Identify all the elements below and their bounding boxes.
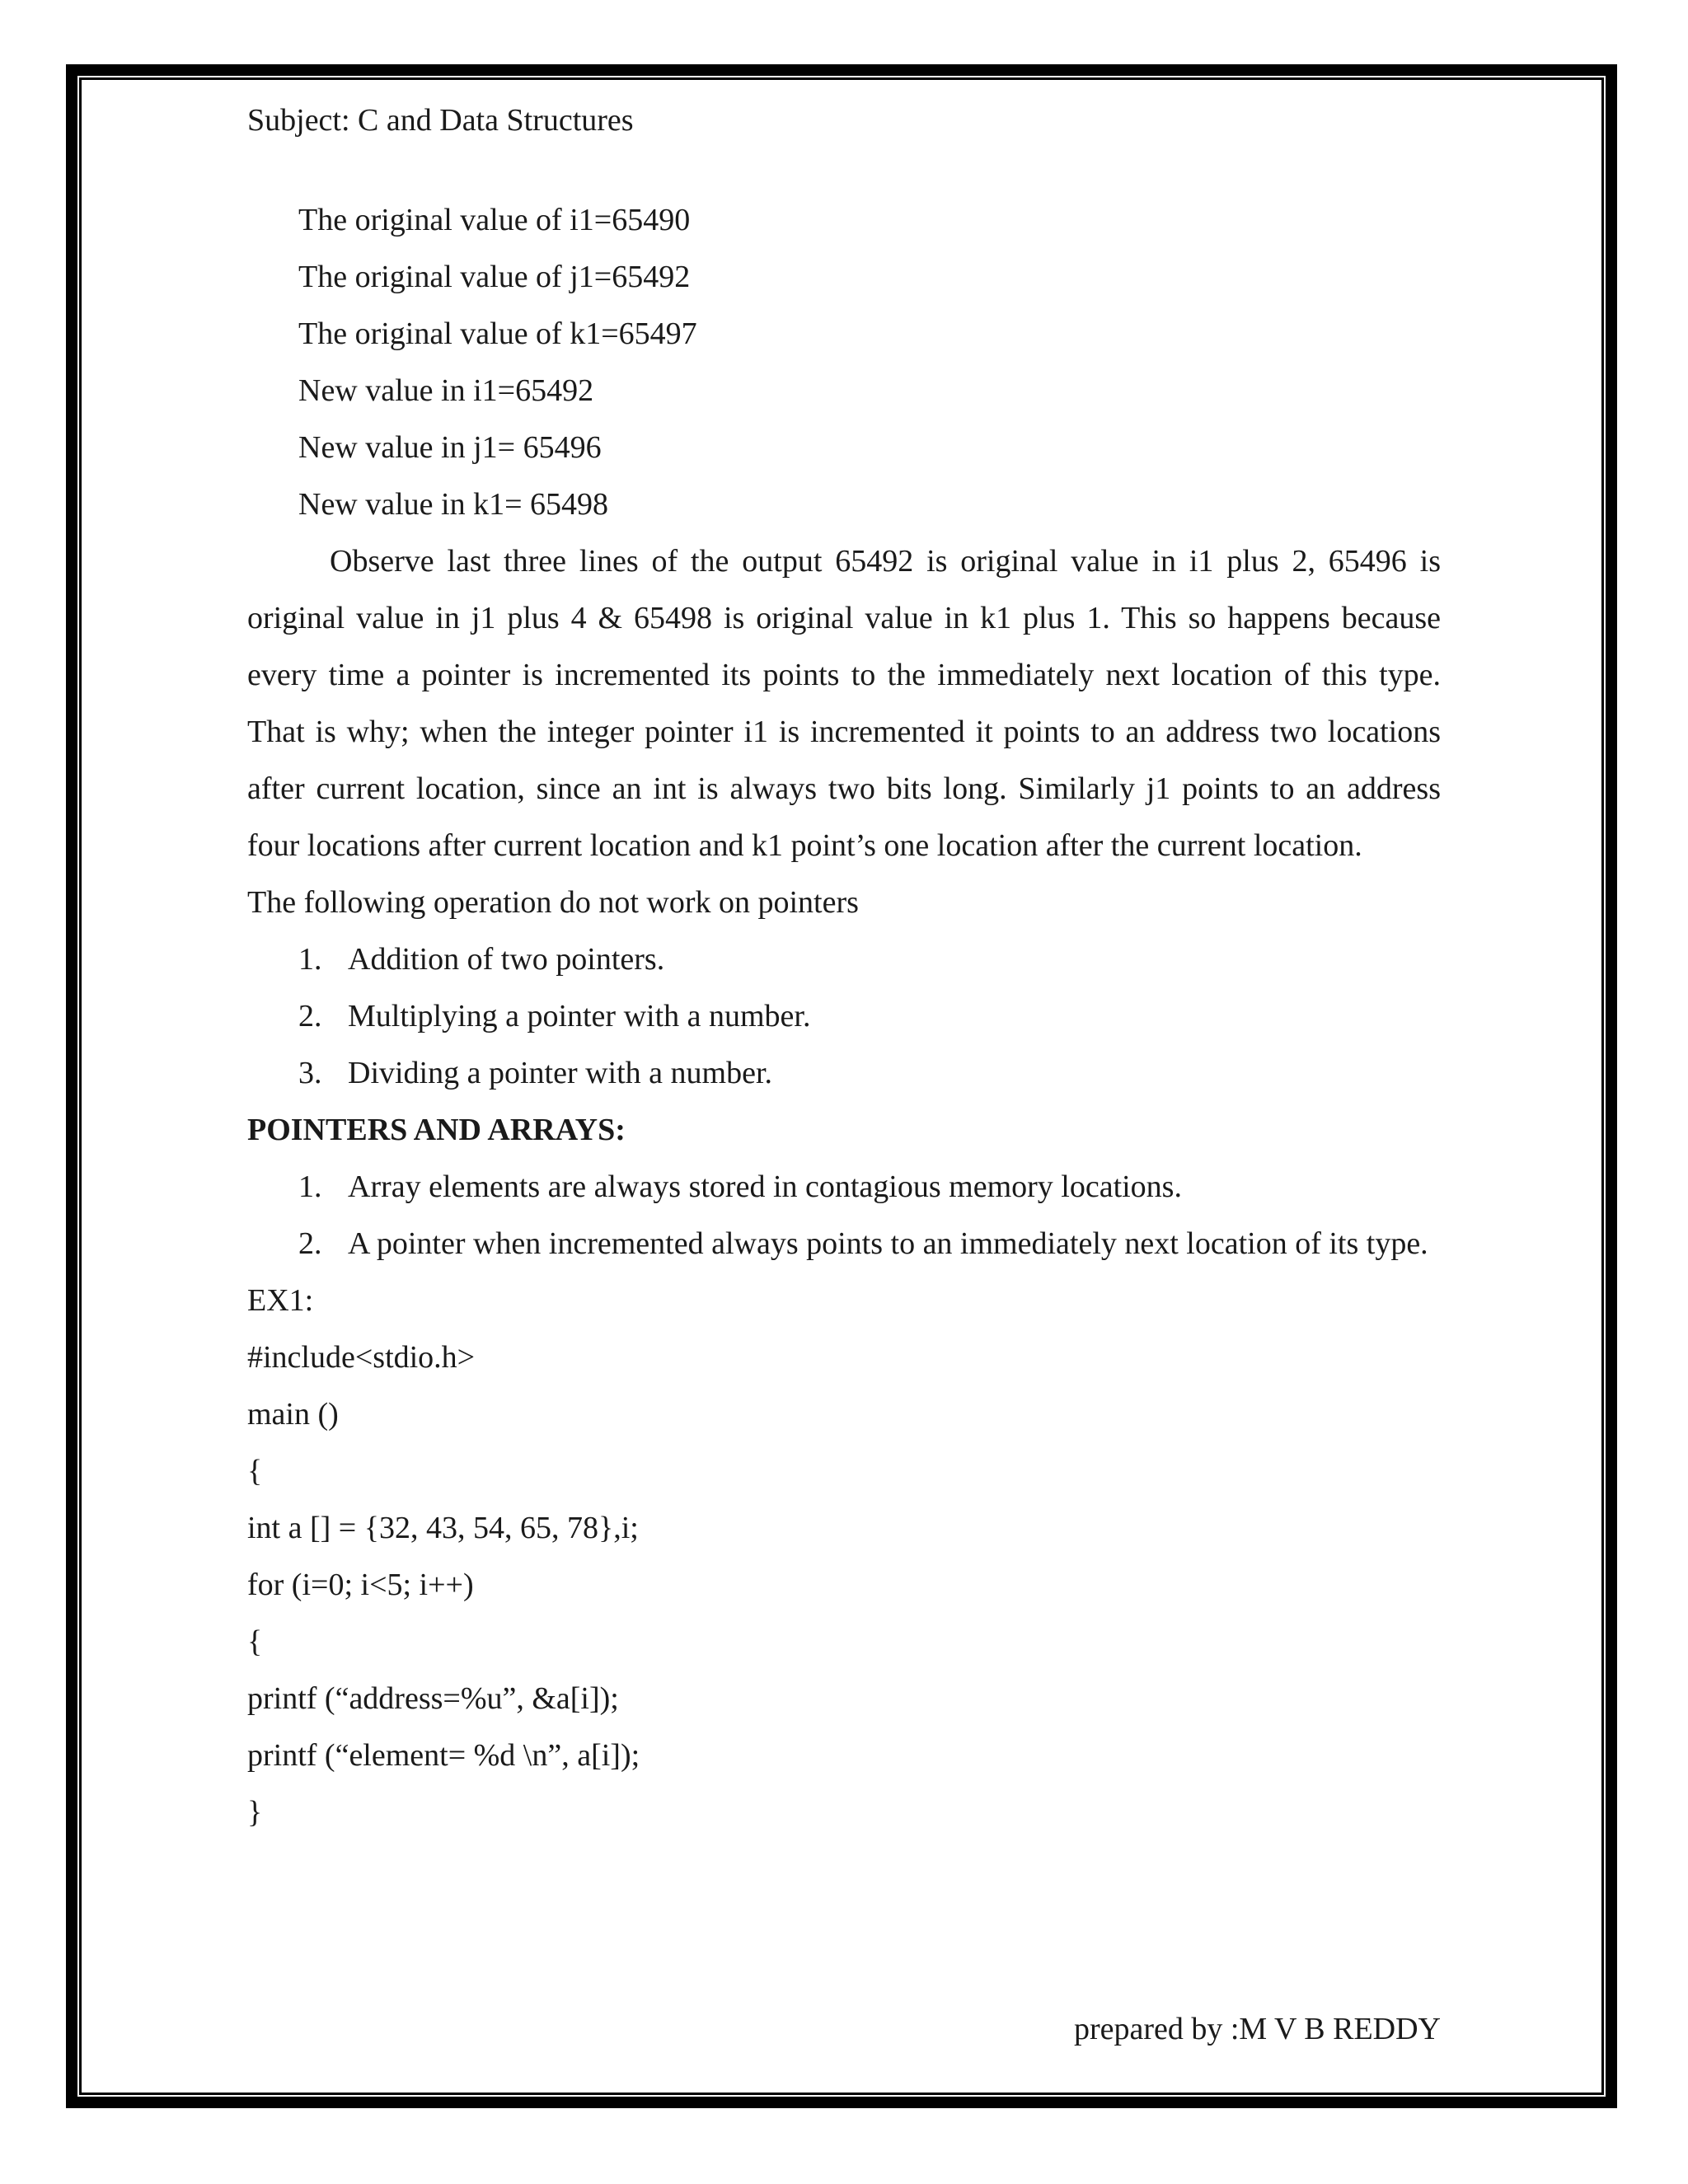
subject-header: Subject: C and Data Structures [247, 103, 634, 138]
program-output [247, 192, 1441, 533]
list-text: Multiplying a pointer with a number. [348, 999, 811, 1033]
list-text: A pointer when incremented always points to an immediately next location of its type. [348, 1226, 1428, 1261]
list-item [247, 1045, 1441, 1102]
code-line: int a [] = {32, 43, 54, 65, 78},i; [247, 1511, 639, 1545]
output-line: The original value of i1=65490 [298, 203, 691, 237]
output-line: New value in i1=65492 [298, 373, 594, 408]
footer-prepared-by: prepared by :M V B REDDY [1073, 2012, 1441, 2046]
code-line: main () [247, 1397, 339, 1432]
output-line: New value in k1= 65498 [298, 487, 609, 522]
code-line: { [247, 1624, 263, 1659]
list-number: 3. [298, 1056, 322, 1090]
explanation-paragraph [247, 533, 1441, 874]
operations-list [247, 931, 1441, 1102]
code-line: } [247, 1795, 263, 1830]
list-text: Array elements are always stored in contagious memory locations. [348, 1169, 1182, 1204]
code-block [247, 1329, 1441, 1841]
arrays-list [247, 1159, 1441, 1272]
output-line: The original value of j1=65492 [298, 260, 691, 294]
example-label: EX1: [247, 1283, 314, 1318]
code-line: printf (“element= %d \n”, a[i]); [247, 1738, 640, 1773]
list-item [247, 931, 1441, 988]
output-line: New value in j1= 65496 [298, 430, 602, 465]
list-number: 1. [298, 942, 322, 977]
code-line: for (i=0; i<5; i++) [247, 1568, 474, 1602]
list-text: Addition of two pointers. [348, 942, 665, 977]
list-text: Dividing a pointer with a number. [348, 1056, 773, 1090]
list-item [247, 988, 1441, 1045]
list-item [247, 1159, 1441, 1216]
page-content [247, 92, 1441, 1841]
code-line: { [247, 1454, 263, 1488]
output-line: The original value of k1=65497 [298, 316, 697, 351]
section-heading: POINTERS AND ARRAYS: [247, 1113, 626, 1147]
list-number: 1. [298, 1169, 322, 1204]
list-number: 2. [298, 1226, 322, 1261]
list-item [247, 1216, 1441, 1272]
operations-intro: The following operation do not work on pointers [247, 885, 859, 920]
code-line: #include<stdio.h> [247, 1340, 476, 1375]
paragraph-text: Observe last three lines of the output 65492 is original value in i1 plus 2, 65496 is original value in j1 plus 4 & 65498 is original value in k1 plus 1. This so happens because every time a pointer is incremented its points to the immediately next location of this type. That is why; when the integer pointer i1 is incremented it points to an address two locations after current location, since an int is always two bits long. Similarly j1 points to an address four locations after current location and k1 point’s one location after the current location. [247, 544, 1441, 863]
spacer [247, 149, 1441, 192]
code-line: printf (“address=%u”, &a[i]); [247, 1681, 619, 1716]
list-number: 2. [298, 999, 322, 1033]
